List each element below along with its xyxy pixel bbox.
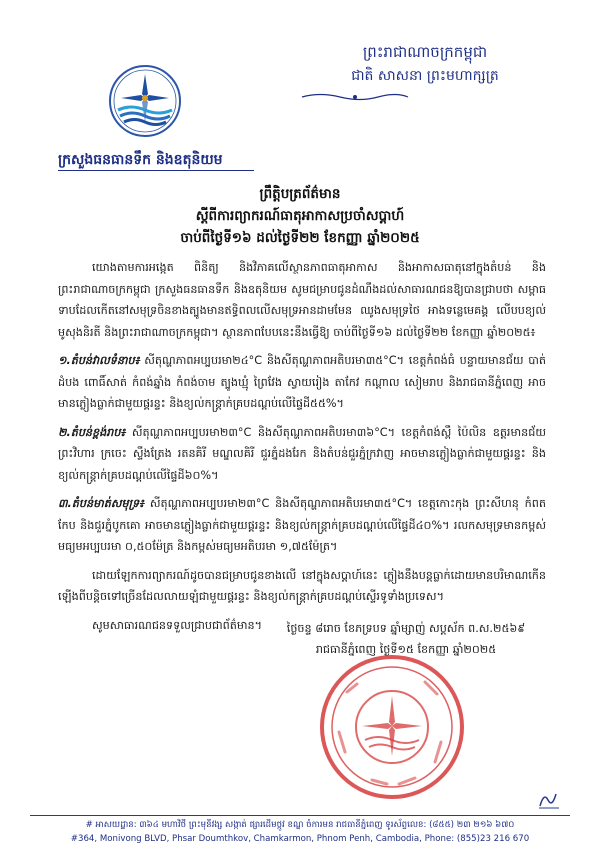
region-lowland — [58, 350, 546, 415]
region-text: សីតុណ្ហភាពអប្បបរមា២៣°C និងសីតុណ្ហភាពអតិបរមា៣៦°C។ ខេត្តកំពង់ស្ពឺ ប៉ៃលិន ឧត្តរមានជ័យ ព្រះវិហារ ក្រចេះ ស្ទឹងត្រែង រតនគិរី មណ្ឌលគិរី ជួរភ្នំដងរែក និងតំបន់ជួរភ្នំក្រវាញ អាចមានភ្លៀងធ្លាក់ជាមួយផ្គរន្ទះ និងខ្យល់កន្ត្រាក់គ្របដណ្តប់លើផ្ទៃដី៦០%។ — [58, 425, 546, 482]
title-line-2: ស្តីពីការព្យាករណ៍ធាតុអាកាសប្រចាំសប្តាហ៍ — [195, 208, 405, 224]
footer-address-km: # អាសយដ្ឋាន: ៣៦៤ មហាវិថី ព្រះមុនីវង្ស សង្កាត់ ផ្សារដើមថ្កូវ ខណ្ឌ ចំការមន រាជធានីភ្នំពេញ ទូរស័ព្ទលេខ: (៨៥៥) ២៣ ២១៦ ៦៧០ — [85, 820, 515, 830]
header-ornament — [300, 92, 410, 102]
kingdom-name: ព្រះរាជាណាចក្រកម្ពុជា — [362, 43, 488, 61]
title-line-1: ព្រឹត្តិបត្រព័ត៌មាន — [259, 186, 341, 202]
document-title — [130, 183, 470, 249]
region-heading: ៣.តំបន់មាត់សមុទ្រ៖ — [58, 497, 144, 510]
lunar-date: ថ្ងៃចន្ទ ៨រោច ខែភទ្របទ ឆ្នាំម្សាញ់ សប្តស័ក ព.ស.២៥៦៩ — [286, 622, 526, 635]
region-plateau — [58, 422, 546, 487]
closing-line: សូមសាធារណជនទទួលជ្រាបជាព័ត៌មាន។ — [92, 618, 262, 632]
region-heading: ១.តំបន់វាលទំនាប៖ — [58, 354, 140, 367]
signature-mark — [536, 786, 562, 812]
official-stamp — [317, 652, 467, 802]
document-body — [58, 257, 546, 643]
intro-paragraph: យោងតាមការអង្កេត ពិនិត្យ និងវិភាគលើស្ថានភាពធាតុអាកាស និងអាកាសធាតុនៅក្នុងតំបន់ និងព្រះរាជាណាចក្រកម្ពុជា ក្រសួងធនធានទឹក និងឧតុនិយម សូមជម្រាបជូនដំណឹងដល់សាធារណជនឱ្យបានជ្រាបថា សម្ពាធទាបដែលកើតនៅសមុទ្រចិនខាងត្បូងមានឥទ្ធិពលលើសមុទ្រអានដាមមែន ឈូងសមុទ្រថៃ អាងទន្លេមេគង្គ លើបបខ្យល់មូសុងនិរតី និងព្រះរាជាណាចក្រកម្ពុជា។ ស្ថានភាពបែបនេះនឹងធ្វើឱ្យ ចាប់ពីថ្ងៃទី១៦ ដល់ថ្ងៃទី២២ ខែកញ្ញា ឆ្នាំ២០២៥៖ — [58, 261, 546, 339]
kingdom-header — [310, 40, 540, 88]
ministry-underline — [58, 170, 254, 171]
region-text: សីតុណ្ហភាពអប្បបរមា២៤°C និងសីតុណ្ហភាពអតិបរមា៣៥°C។ ខេត្តកំពង់ធំ បន្ទាយមានជ័យ បាត់ដំបង ពោធិ៍សាត់ កំពង់ឆ្នាំង កំពង់ចាម ត្បូងឃ្មុំ ព្រៃវែង ស្វាយរៀង តាកែវ កណ្តាល សៀមរាប និងរាជធានីភ្នំពេញ អាចមានភ្លៀងធ្លាក់ជាមួយផ្គរន្ទះ និងខ្យល់កន្ត្រាក់គ្របដណ្តប់លើផ្ទៃដី៥៥%។ — [58, 354, 546, 410]
footer — [30, 818, 570, 846]
region-coastal — [58, 493, 546, 558]
region-heading: ២.តំបន់ខ្ពង់រាប៖ — [58, 425, 126, 439]
ministry-logo — [108, 64, 182, 138]
footer-divider — [30, 815, 570, 816]
ministry-name: ក្រសួងធនធានទឹក និងឧតុនិយម — [58, 152, 223, 168]
solar-date: រាជធានីភ្នំពេញ ថ្ងៃទី១៥ ខែកញ្ញា ឆ្នាំ២០២៥ — [315, 643, 497, 656]
title-line-3: ចាប់ពីថ្ងៃទី១៦ ដល់ថ្ងៃទី២២ ខែកញ្ញា ឆ្នាំ២០២៥ — [180, 230, 420, 246]
region-text: សីតុណ្ហភាពអប្បបរមា២៣°C និងសីតុណ្ហភាពអតិបរមា៣៥°C។ ខេត្តកោះកុង ព្រះសីហនុ កំពត កែប និងជួរភ្នំបូកគោ អាចមានភ្លៀងធ្លាក់ជាមួយផ្គរន្ទះ និងខ្យល់កន្ត្រាក់គ្របដណ្តប់លើផ្ទៃដី៤០%។ រលកសមុទ្រមានកម្ពស់មធ្យមអប្បបរមា ០,៥០ម៉ែត្រ និងកម្ពស់មធ្យមអតិបរមា ១,៧៥ម៉ែត្រ។ — [58, 497, 546, 553]
footer-address-en: #364, Monivong BLVD, Phsar Doumthkov, Chamkarmon, Phnom Penh, Cambodia, Phone: (855)23 216 670 — [70, 834, 530, 844]
conclusion-paragraph: ដោយឡែកការព្យាករណ៍ដូចបានជម្រាបជូនខាងលើ នៅក្នុងសប្តាហ៍នេះ ភ្លៀងនឹងបន្តធ្លាក់ដោយមានបរិមាណកើនឡើងពីបន្តិចទៅច្រើនដែលលាយឡំជាមួយផ្គរន្ទះ និងខ្យល់កន្ត្រាក់គ្របដណ្តប់ស្ទើរទូទាំងប្រទេស។ — [58, 568, 546, 603]
national-motto: ជាតិ សាសនា ព្រះមហាក្សត្រ — [351, 68, 499, 84]
